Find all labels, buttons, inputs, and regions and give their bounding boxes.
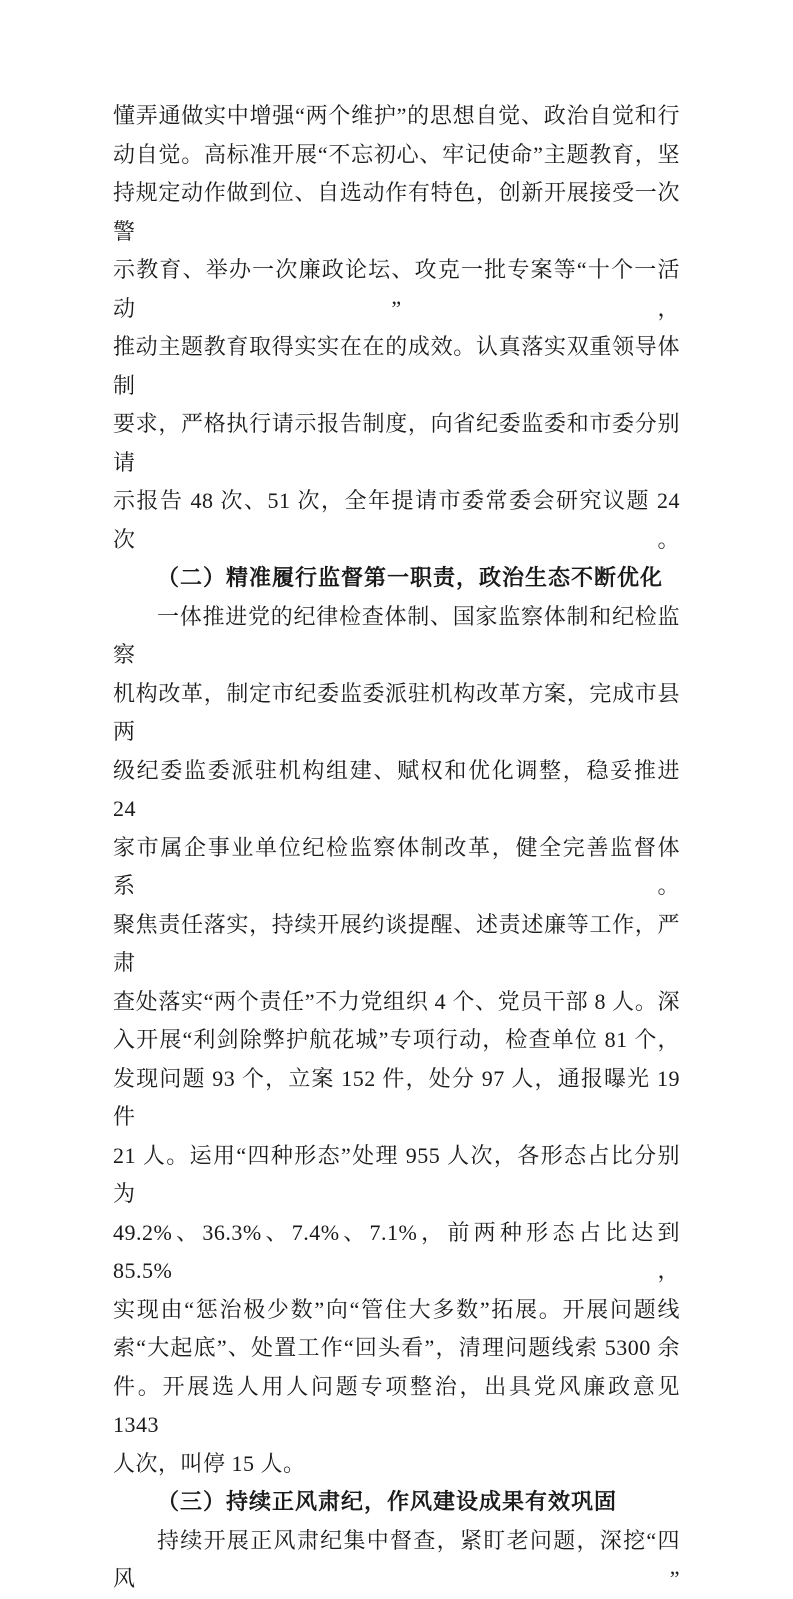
text-line: 机构改革，制定市纪委监委派驻机构改革方案，完成市县两 xyxy=(113,680,680,744)
document-text-block xyxy=(113,97,680,1599)
text-line: 动自觉。高标准开展“不忘初心、牢记使命”主题教育，坚 xyxy=(113,141,680,167)
text-line: 件。开展选人用人问题专项整治，出具党风廉政意见 1343 xyxy=(113,1373,680,1437)
text-line: 推动主题教育取得实实在在的成效。认真落实双重领导体制 xyxy=(113,334,680,398)
text-line: 示报告 48 次、51 次，全年提请市委常委会研究议题 24 次。 xyxy=(113,488,680,552)
section-heading: （三）持续正风肃纪，作风建设成果有效巩固 xyxy=(157,1489,618,1514)
text-line: 持续开展正风肃纪集中督查，紧盯老问题，深挖“四风” xyxy=(113,1527,680,1591)
section-heading: （二）精准履行监督第一职责，政治生态不断优化 xyxy=(157,565,664,590)
text-line: 懂弄通做实中增强“两个维护”的思想自觉、政治自觉和行 xyxy=(113,103,680,128)
text-line: 级纪委监委派驻机构组建、赋权和优化调整，稳妥推进 24 xyxy=(113,757,680,821)
text-line: 家市属企事业单位纪检监察体制改革，健全完善监督体系。 xyxy=(113,834,680,898)
text-line: 发现问题 93 个，立案 152 件，处分 97 人，通报曝光 19 件 xyxy=(113,1065,680,1129)
text-line: 49.2%、36.3%、7.4%、7.1%，前两种形态占比达到 85.5%， xyxy=(113,1219,680,1283)
text-line: 聚焦责任落实，持续开展约谈提醒、述责述廉等工作，严肃 xyxy=(113,911,680,975)
text-line: 21 人。运用“四种形态”处理 955 人次，各形态占比分别为 xyxy=(113,1142,680,1206)
text-line: 人次，叫停 15 人。 xyxy=(113,1450,306,1476)
text-line: 索“大起底”、处置工作“回头看”，清理问题线索 5300 余 xyxy=(113,1335,680,1360)
text-line: 实现由“惩治极少数”向“管住大多数”拓展。开展问题线 xyxy=(113,1296,680,1322)
text-line: 示教育、举办一次廉政论坛、攻克一批专案等“十个一活动”， xyxy=(113,257,680,321)
text-line: 入开展“利剑除弊护航花城”专项行动，检查单位 81 个， xyxy=(113,1027,680,1052)
text-line: 查处落实“两个责任”不力党组织 4 个、党员干部 8 人。深 xyxy=(113,988,680,1014)
text-line: 要求，严格执行请示报告制度，向省纪委监委和市委分别请 xyxy=(113,411,680,475)
text-line: 持规定动作做到位、自选动作有特色，创新开展接受一次警 xyxy=(113,180,680,244)
text-line: 一体推进党的纪律检查体制、国家监察体制和纪检监察 xyxy=(113,603,680,667)
